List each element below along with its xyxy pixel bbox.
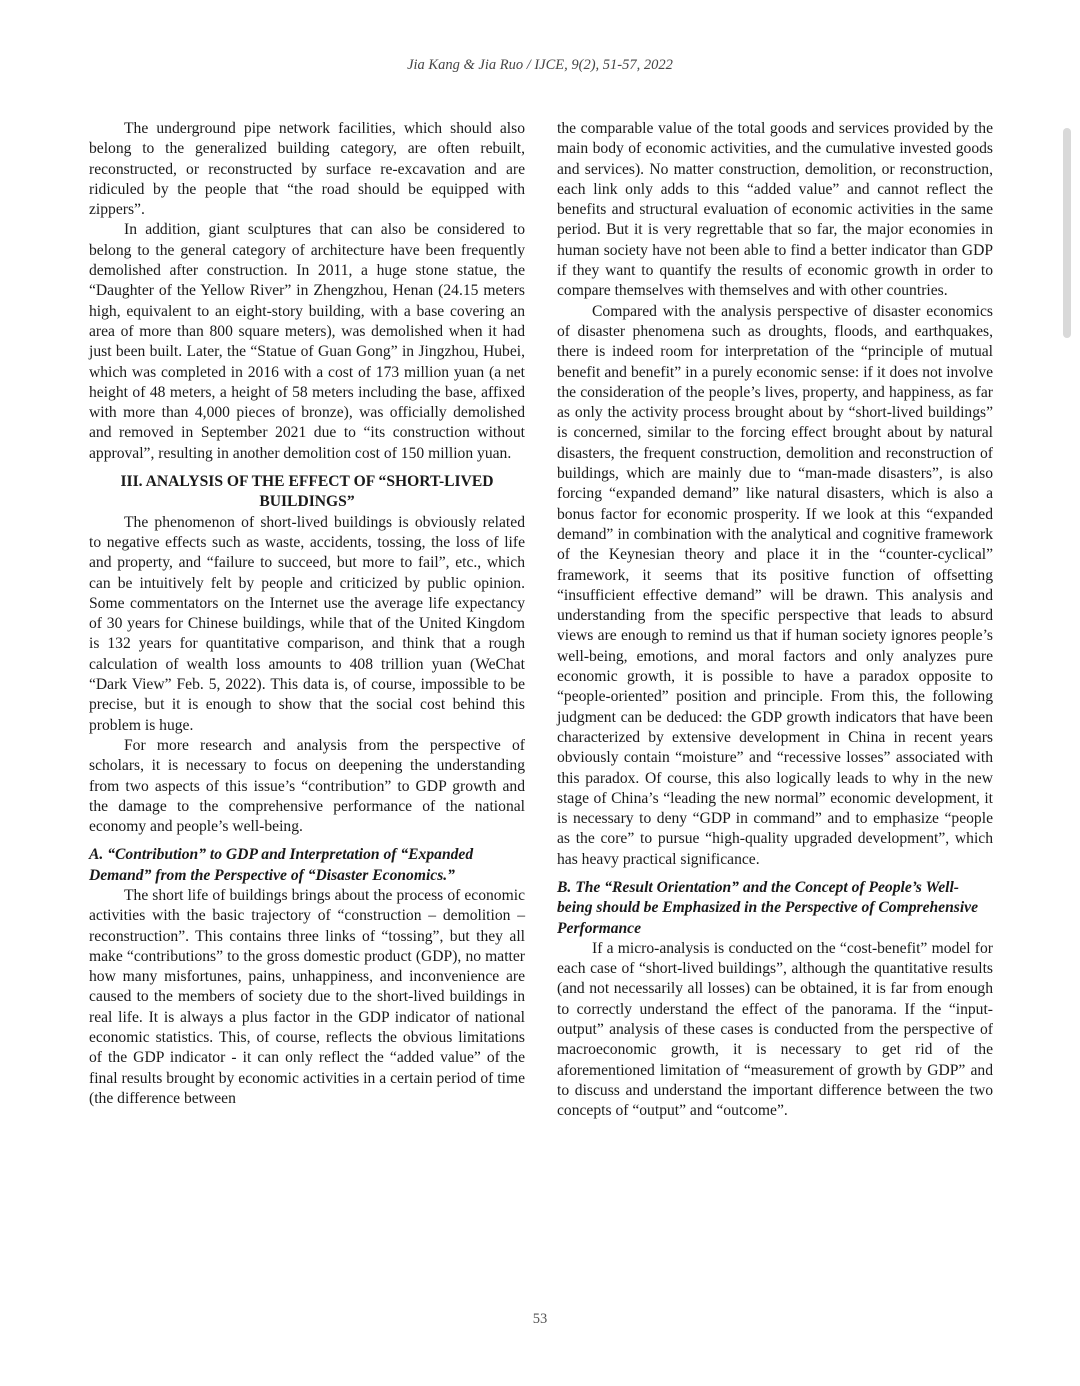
left-paragraph-3: The phenomenon of short-lived buildings is obviously related to negative effects such as waste, accidents, tossing, the loss of life and property, and “failure to succeed, but more to fail”, etc., which can be intuitively felt by people and criticized by public opinion. Some commentators on the Internet use the average life expectancy of 30 years for Chinese buildings, while that of the United Kingdom is 132 years for quantitative comparison, and think that a rough calculation of wealth loss amounts to 408 trillion yuan (WeChat “Dark View” Feb. 5, 2022). This data is, of course, impossible to be precise, but it is enough to show that the social cost behind this problem is huge. [89,513,525,734]
left-paragraph-2: In addition, giant sculptures that can also be considered to belong to the general category of architecture have been frequently demolished after construction. In 2011, a huge stone statue, the “Daughter of the Yellow River” in Zhengzhou, Henan (24.15 meters high, equivalent to an eight-story building, with a base covering an area of more than 800 square meters), was demolished when it had just been built. Later, the “Statue of Guan Gong” in Jingzhou, Hubei, which was completed in 2016 with a cost of 173 million yuan (a net height of 48 meters, a height of 58 meters including the base, affixed with more than 4,000 pieces of bronze), was officially demolished and removed in September 2021 due to “its construction without approval”, resulting in another demolition cost of 150 million yuan. [89,221,525,462]
subheading-a: A. “Contribution” to GDP and Interpretation of “Expanded Demand” from the Perspective of “Disaster Economics.” [89,846,474,884]
scrollbar[interactable] [1063,128,1071,338]
left-paragraph-4: For more research and analysis from the perspective of scholars, it is necessary to focus on deepening the understanding from two aspects of this issue’s “contribution” to GDP growth and the damage to the comprehensive performance of the national economy and people’s well-being. [89,736,525,836]
right-column [557,119,993,1122]
right-paragraph-3: If a micro-analysis is conducted on the “cost-benefit” model for each case of “short-lived buildings”, although the quantitative results (and not necessarily all losses) can be obtained, it is far from enough to correctly understand the effect of the panorama. If the “input-output” analysis of these cases is conducted from the perspective of macroeconomic growth, it is necessary to get rid of the aforementioned limitation of “measurement of growth by GDP” and to discuss and understand the important difference between the two concepts of “output” and “outcome”. [557,939,993,1120]
right-paragraph-1: the comparable value of the total goods and services provided by the main body of economic activities, and the cumulative invested goods and services). No matter construction, demolition, or reconstruction, each link only adds to this “added value” and cannot reflect the benefits and structural evaluation of economic activities in the same period. But it is very regrettable that so far, the major economies in human society have not been able to find a better indicator than GDP if they want to quantify the results of economic growth in order to compare themselves with themselves and with other countries. [557,120,993,300]
section-heading-iii: III. ANALYSIS OF THE EFFECT OF “SHORT-LIVED BUILDINGS” [120,473,494,511]
left-paragraph-5: The short life of buildings brings about the process of economic activities with the basic trajectory of “construction – demolition – reconstruction”. This contains three links of “tossing”, but they all make “contributions” to the gross domestic product (GDP), no matter how many misfortunes, pains, unhappiness, and inconvenience are caused to the members of society due to the short-lived buildings in real life. It is always a plus factor in the GDP indicator of national economic statistics. This, of course, reflects the obvious limitations of the GDP indicator - it can only reflect the “added value” of the final results brought by economic activities in a certain period of time (the difference between [89,886,525,1107]
page-number: 53 [532,1311,548,1327]
subheading-b: B. The “Result Orientation” and the Concept of People’s Well-being should be Emphasized in the Perspective of Comprehensive Performance [557,878,979,937]
left-paragraph-1: The underground pipe network facilities, which should also belong to the generalized building category, are often rebuilt, reconstructed, or reconstructed by surface re-excavation and are ridiculed by the people that “the road should be equipped with zippers”. [89,120,525,219]
right-paragraph-2: Compared with the analysis perspective of disaster economics of disaster phenomena such as droughts, floods, and earthquakes, there is indeed room for interpretation of the “principle of mutual benefit and benefit” in a purely economic sense: if it does not involve the consideration of the people’s lives, property, and happiness, as far as only the activity process brought about by “short-lived buildings” is concerned, similar to the forcing effect brought about by natural disasters, the frequent construction, demolition and reconstruction of buildings, which are mainly due to “man-made disasters”, is also forcing “expanded demand” like natural disasters, which is also a bonus factor for economic prosperity. If we look at this “expanded demand” in combination with the analytical and cognitive framework of the Keynesian theory and place it in the “counter-cyclical” framework, it seems that its positive function of offsetting “insufficient effective demand” will be drawn. This analysis and understanding from the specific perspective that leads to absurd views are enough to remind us that if human society ignores people’s well-being, emotions, and moral factors and only analyzes pure economic growth, it is possible to have a paradox opposite to “people-oriented” position and principle. From this, the following judgment can be deduced: the GDP growth indicators that have been characterized by extensive development in China in recent years obviously contain “moisture” and “recessive losses” associated with this paradox. Of course, this also logically leads to why in the new stage of China’s “leading the new normal” economic development, it is necessary to deny “GDP in command” and to emphasize “people as the core” to pursue “high-quality upgraded development”, which has heavy practical significance. [557,302,993,868]
left-column [89,119,525,1109]
running-head: Jia Kang & Jia Ruo / IJCE, 9(2), 51-57, 2022 [407,57,673,73]
